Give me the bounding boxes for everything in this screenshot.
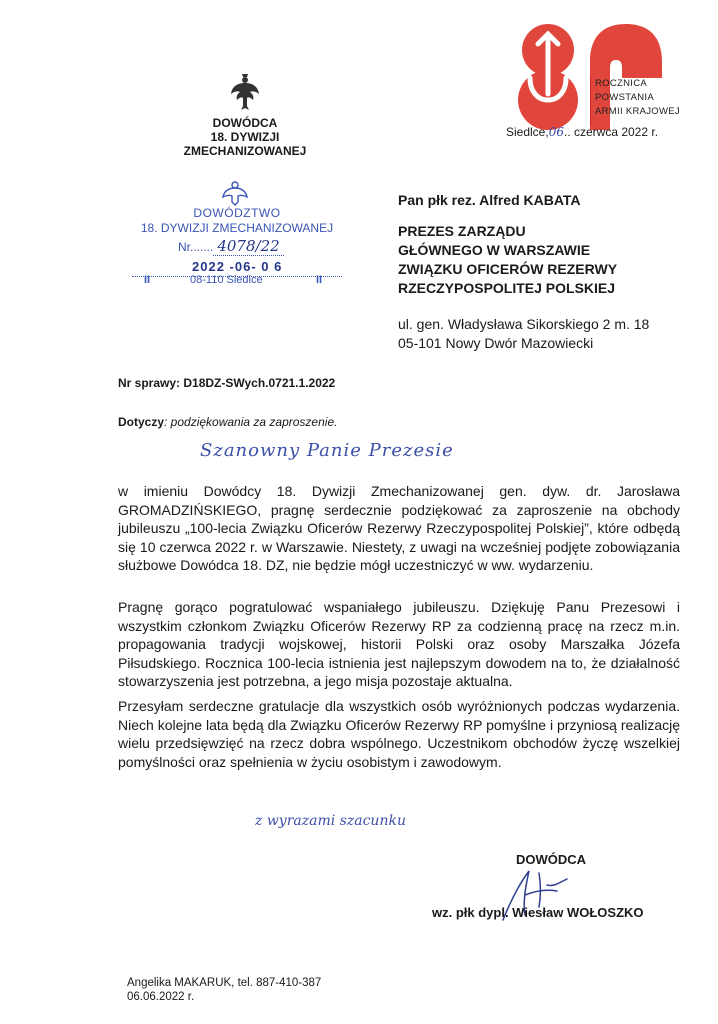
place-day-handwritten: 06 xyxy=(548,125,564,139)
subject-label: Dotyczy xyxy=(118,415,165,429)
eagle-emblem-icon xyxy=(230,72,260,112)
signature-name: wz. płk dypl. Wiesław WOŁOSZKO xyxy=(432,905,644,920)
body-paragraph: Pragnę gorąco pogratulować wspaniałego jubileuszu. Dziękuję Panu Prezesowi i wszystkim członkom Związku Oficerów Rezerwy RP za codzienną pracę na rzecz m.in. propagowania tradycji wojskowej, historii Polski oraz osoby Marszałka Józefa Piłsudskiego. Rocznica 100-lecia istnienia jest najlepszym dowodem na to, że działalność stowarzyszenia jest potrzebna, a jego misja pozostaje aktualna. xyxy=(118,599,680,690)
footer-date: 06.06.2022 r. xyxy=(127,991,195,1003)
place-date xyxy=(506,125,658,139)
recipient-organization xyxy=(398,222,698,298)
handwritten-closing: z wyrazami szacunku xyxy=(255,813,406,829)
stamp-bar-left: II xyxy=(144,274,151,286)
recipient-address xyxy=(398,315,698,353)
stamp-bar-right: II xyxy=(316,274,323,286)
recipient-address-line: ul. gen. Władysława Sikorskiego 2 m. 18 xyxy=(398,316,650,332)
stamp-number: Nr....... 4078/22 xyxy=(178,237,284,255)
registry-stamp xyxy=(132,178,342,293)
stamp-eagle-icon xyxy=(222,178,248,206)
logo-divider xyxy=(590,76,591,126)
logo-caption xyxy=(595,77,685,119)
body-paragraph: w imieniu Dowódcy 18. Dywizji Zmechanizowanej gen. dyw. dr. Jarosława GROMADZIŃSKIEGO, pragnę serdecznie podziękować za zaproszenie na obchody jubileuszu „100-lecia Związku Oficerów Rezerwy Rzeczypospolitej Polskiej”, które odbędą się 10 czerwca 2022 r. w Warszawie. Niestety, z uwagi na wcześniej podjęte zobowiązania służbowe Dowódca 18. DZ, nie będzie mógł uczestniczyć w ww. wydarzeniu. xyxy=(118,483,680,574)
commander-heading xyxy=(150,116,340,158)
subject-text: : podziękowania za zaproszenie. xyxy=(164,415,338,429)
recipient-block xyxy=(398,192,698,353)
stamp-city: 08-110 Siedlce xyxy=(190,274,263,286)
recipient-org-line: PREZES ZARZĄDU xyxy=(398,223,526,239)
stamp-number-value: 4078/22 xyxy=(213,237,283,256)
recipient-org-line: ZWIĄZKU OFICERÓW REZERWY xyxy=(398,261,618,277)
logo-caption-line: ARMII KRAJOWEJ xyxy=(595,106,680,117)
handwritten-greeting: Szanowny Panie Prezesie xyxy=(200,440,454,461)
commander-line-2: 18. DYWIZJI ZMECHANIZOWANEJ xyxy=(183,130,307,158)
stamp-date-value: 2022 -06- 0 6 xyxy=(192,259,283,274)
body-paragraph: Przesyłam serdeczne gratulacje dla wszystkich osób wyróżnionych podczas wydarzenia. Niech kolejne lata będą dla Związku Oficerów Rezerwy RP pomyślne i przyniosą realizację wielu przedsięwzięć na rzecz dobra wspólnego. Uczestnikom obchodów życzę wszelkiej pomyślności oraz spełnienia w życiu osobistym i zawodowym. xyxy=(118,698,680,770)
recipient-address-line: 05-101 Nowy Dwór Mazowiecki xyxy=(398,335,594,351)
place-suffix: .. czerwca 2022 r. xyxy=(563,125,659,139)
commander-line-1: DOWÓDCA xyxy=(212,116,278,130)
recipient-name: Pan płk rez. Alfred KABATA xyxy=(398,192,581,208)
logo-caption-line: ROCZNICA xyxy=(595,78,648,89)
logo-caption-line: POWSTANIA xyxy=(595,92,654,103)
case-number: Nr sprawy: D18DZ-SWych.0721.1.2022 xyxy=(118,376,336,390)
stamp-line-2: 18. DYWIZJI ZMECHANIZOWANEJ xyxy=(140,221,334,235)
footer-author xyxy=(127,976,321,1004)
subject-line xyxy=(118,415,337,429)
footer-author-line: Angelika MAKARUK, tel. 887-410-387 xyxy=(127,977,322,989)
stamp-line-1: DOWÓDZTWO xyxy=(193,206,281,220)
stamp-number-label: Nr xyxy=(178,240,190,254)
signature-title: DOWÓDCA xyxy=(516,852,587,867)
place-prefix: Siedlce, xyxy=(506,125,549,139)
recipient-org-line: GŁÓWNEGO W WARSZAWIE xyxy=(398,242,591,258)
recipient-org-line: RZECZYPOSPOLITEJ POLSKIEJ xyxy=(398,280,616,296)
